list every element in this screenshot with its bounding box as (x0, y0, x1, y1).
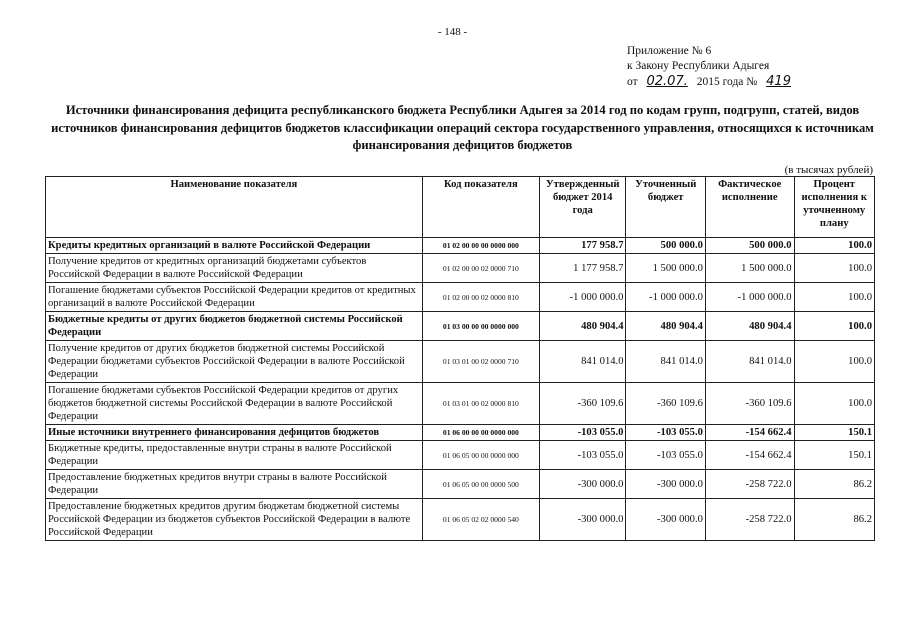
table-row (46, 341, 875, 383)
cell-refined-budget: -300 000.0 (626, 470, 705, 499)
cell-indicator-code: 01 02 00 00 02 0000 810 (422, 283, 539, 312)
cell-indicator-code: 01 02 00 00 00 0000 000 (422, 238, 539, 254)
cell-indicator-code: 01 06 05 00 00 0000 500 (422, 470, 539, 499)
number-label: № (746, 76, 758, 88)
cell-indicator-name: Получение кредитов от кредитных организаций бюджетами субъектов Российской Федерации в валюте Российской Федерации (46, 254, 423, 283)
header-indicator-code: Код показателя (422, 177, 539, 238)
table-row (46, 441, 875, 470)
table-row (46, 283, 875, 312)
cell-refined-budget: -360 109.6 (626, 383, 705, 425)
cell-actual-execution: 1 500 000.0 (705, 254, 794, 283)
cell-execution-percent: 100.0 (794, 254, 875, 283)
cell-actual-execution: 480 904.4 (705, 312, 794, 341)
cell-indicator-code: 01 06 05 00 00 0000 000 (422, 441, 539, 470)
cell-approved-budget: 841 014.0 (539, 341, 626, 383)
handwritten-date: 02.07. (646, 74, 688, 89)
cell-actual-execution: -360 109.6 (705, 383, 794, 425)
cell-execution-percent: 100.0 (794, 341, 875, 383)
table-body (46, 238, 875, 541)
cell-execution-percent: 86.2 (794, 470, 875, 499)
cell-indicator-name: Погашение бюджетами субъектов Российской Федерации кредитов от кредитных организаций в валюте Российской Федерации (46, 283, 423, 312)
cell-actual-execution: -258 722.0 (705, 499, 794, 541)
cell-refined-budget: 1 500 000.0 (626, 254, 705, 283)
appendix-line-1: Приложение № 6 (627, 45, 712, 57)
cell-actual-execution: -1 000 000.0 (705, 283, 794, 312)
header-execution-percent: Процент исполнения к уточненному плану (794, 177, 875, 238)
cell-indicator-code: 01 03 01 00 02 0000 710 (422, 341, 539, 383)
cell-approved-budget: -103 055.0 (539, 441, 626, 470)
cell-actual-execution: 841 014.0 (705, 341, 794, 383)
cell-indicator-name: Предоставление бюджетных кредитов внутри страны в валюте Российской Федерации (46, 470, 423, 499)
cell-indicator-code: 01 03 00 00 00 0000 000 (422, 312, 539, 341)
cell-approved-budget: -300 000.0 (539, 499, 626, 541)
table-row (46, 238, 875, 254)
cell-indicator-code: 01 03 01 00 02 0000 810 (422, 383, 539, 425)
table-header-row (46, 177, 875, 238)
cell-execution-percent: 150.1 (794, 441, 875, 470)
unit-note: (в тысячах рублей) (784, 164, 873, 176)
cell-execution-percent: 100.0 (794, 238, 875, 254)
year-label: 2015 года (696, 76, 744, 88)
cell-indicator-name: Получение кредитов от других бюджетов бюджетной системы Российской Федерации бюджетами субъектов Российской Федерации в валюте Российской Федерации (46, 341, 423, 383)
document-title: Источники финансирования дефицита республиканского бюджета Республики Адыгея за 2014 год по кодам групп, подгрупп, статей, видов источников финансирования дефицитов бюджетов классификации операций сектора государственного управления, относящихся к источникам финансирования дефицитов бюджетов (51, 103, 874, 152)
cell-refined-budget: -1 000 000.0 (626, 283, 705, 312)
cell-actual-execution: -154 662.4 (705, 441, 794, 470)
table-row (46, 425, 875, 441)
page-number: - 148 - (437, 26, 468, 38)
handwritten-number: 419 (766, 74, 791, 89)
cell-execution-percent: 100.0 (794, 383, 875, 425)
cell-indicator-code: 01 06 05 02 02 0000 540 (422, 499, 539, 541)
cell-indicator-name: Погашение бюджетами субъектов Российской Федерации кредитов от других бюджетов бюджетной системы Российской Федерации в валюте Российской Федерации (46, 383, 423, 425)
header-actual-execution: Фактическое исполнение (705, 177, 794, 238)
from-label: от (627, 76, 638, 88)
cell-indicator-name: Кредиты кредитных организаций в валюте Российской Федерации (46, 238, 423, 254)
cell-indicator-name: Иные источники внутреннего финансирования дефицитов бюджетов (46, 425, 423, 441)
cell-indicator-code: 01 06 00 00 00 0000 000 (422, 425, 539, 441)
cell-approved-budget: -360 109.6 (539, 383, 626, 425)
header-approved-budget: Утвержденный бюджет 2014 года (539, 177, 626, 238)
header-indicator-name: Наименование показателя (46, 177, 423, 238)
appendix-line-2: к Закону Республики Адыгея (627, 60, 770, 72)
cell-refined-budget: 841 014.0 (626, 341, 705, 383)
cell-approved-budget: 480 904.4 (539, 312, 626, 341)
header-refined-budget: Уточненный бюджет (626, 177, 705, 238)
table-row (46, 383, 875, 425)
cell-actual-execution: -154 662.4 (705, 425, 794, 441)
appendix-block (627, 44, 797, 90)
cell-refined-budget: -103 055.0 (626, 425, 705, 441)
cell-refined-budget: -300 000.0 (626, 499, 705, 541)
table-row (46, 312, 875, 341)
cell-execution-percent: 86.2 (794, 499, 875, 541)
cell-execution-percent: 100.0 (794, 283, 875, 312)
cell-actual-execution: 500 000.0 (705, 238, 794, 254)
cell-indicator-code: 01 02 00 00 02 0000 710 (422, 254, 539, 283)
cell-indicator-name: Бюджетные кредиты, предоставленные внутри страны в валюте Российской Федерации (46, 441, 423, 470)
cell-indicator-name: Бюджетные кредиты от других бюджетов бюджетной системы Российской Федерации (46, 312, 423, 341)
cell-refined-budget: 480 904.4 (626, 312, 705, 341)
cell-execution-percent: 150.1 (794, 425, 875, 441)
cell-actual-execution: -258 722.0 (705, 470, 794, 499)
cell-refined-budget: 500 000.0 (626, 238, 705, 254)
cell-refined-budget: -103 055.0 (626, 441, 705, 470)
cell-approved-budget: -300 000.0 (539, 470, 626, 499)
appendix-line-3 (627, 74, 797, 90)
cell-execution-percent: 100.0 (794, 312, 875, 341)
table-row (46, 499, 875, 541)
cell-approved-budget: 1 177 958.7 (539, 254, 626, 283)
table-row (46, 254, 875, 283)
cell-indicator-name: Предоставление бюджетных кредитов другим бюджетам бюджетной системы Российской Федерации из бюджетов субъектов Российской Федерации в валюте Российской Федерации (46, 499, 423, 541)
cell-approved-budget: -1 000 000.0 (539, 283, 626, 312)
financing-sources-table (45, 176, 875, 541)
cell-approved-budget: 177 958.7 (539, 238, 626, 254)
table-row (46, 470, 875, 499)
cell-approved-budget: -103 055.0 (539, 425, 626, 441)
